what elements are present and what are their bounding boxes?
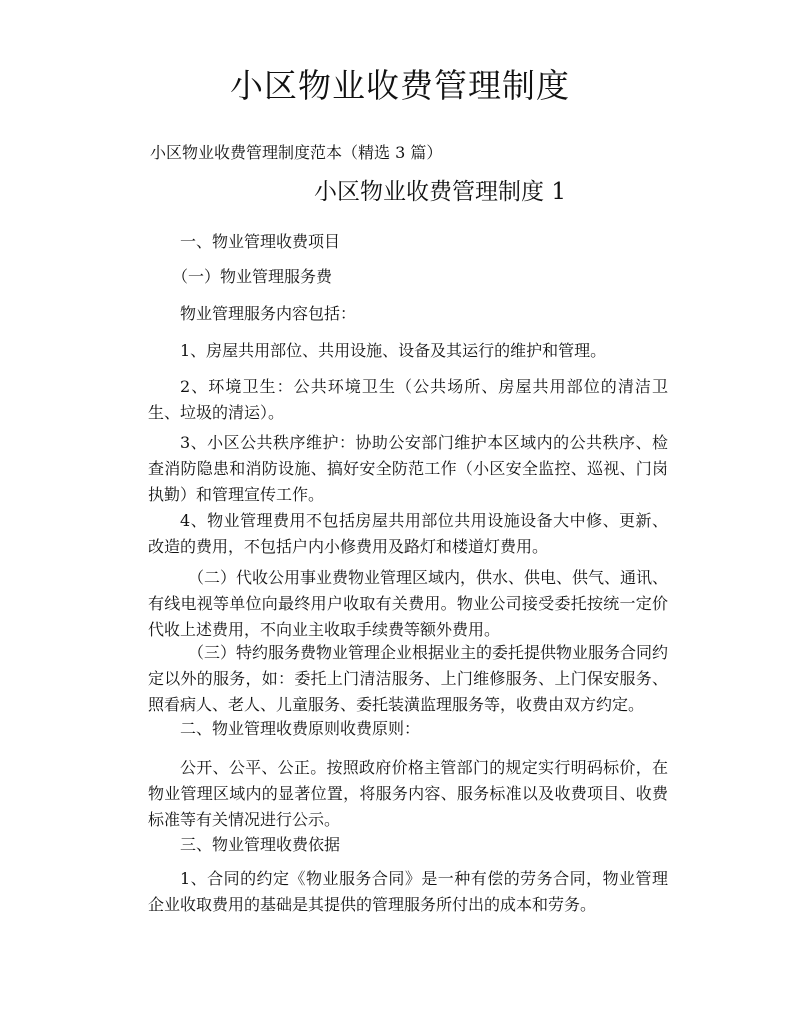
heading-fee-basis: 三、物业管理收费依据 xyxy=(180,835,341,854)
heading-fee-items: 一、物业管理收费项目 xyxy=(180,232,341,251)
paragraph-item-1: 1、房屋共用部位、共用设施、设备及其运行的维护和管理。 xyxy=(180,341,607,360)
heading-fee-principles: 二、物业管理收费原则收费原则： xyxy=(180,719,421,738)
paragraph-special-service-fee: （三）特约服务费物业管理企业根据业主的委托提供物业服务合同约定以外的服务，如：委托上门清洁服务、上门维修服务、上门保安服务、照看病人、老人、儿童服务、委托装潢监理服务等，收费由双方约定。 xyxy=(148,643,669,714)
paragraph-service-content: 物业管理服务内容包括： xyxy=(180,304,357,323)
paragraph-item-2: 2、环境卫生：公共环境卫生（公共场所、房屋共用部位的清洁卫生、垃圾的清运）。 xyxy=(148,377,668,422)
paragraph-item-3: 3、小区公共秩序维护：协助公安部门维护本区域内的公共秩序、检查消防隐患和消防设施、搞好安全防范工作（小区安全监控、巡视、门岗执勤）和管理宣传工作。 xyxy=(148,433,668,504)
paragraph-contract-basis: 1、合同的约定《物业服务合同》是一种有偿的劳务合同，物业管理企业收取费用的基础是其提供的管理服务所付出的成本和劳务。 xyxy=(148,869,668,914)
heading-service-fee: （一）物业管理服务费 xyxy=(172,267,333,286)
document-title: 小区物业收费管理制度 xyxy=(230,66,570,105)
paragraph-item-4: 4、物业管理费用不包括房屋共用部位共用设施设备大中修、更新、改造的费用，不包括户内小修费用及路灯和楼道灯费用。 xyxy=(148,511,668,556)
document-subtitle: 小区物业收费管理制度范本（精选 3 篇） xyxy=(150,143,443,162)
paragraph-collection-fee: （二）代收公用事业费物业管理区域内，供水、供电、供气、通讯、有线电视等单位向最终用户收取有关费用。物业公司接受委托按统一定价代收上述费用，不向业主收取手续费等额外费用。 xyxy=(148,568,669,639)
paragraph-fee-principles: 公开、公平、公正。按照政府价格主管部门的规定实行明码标价，在物业管理区域内的显著位置，将服务内容、服务标准以及收费项目、收费标准等有关情况进行公示。 xyxy=(148,758,668,829)
section-title: 小区物业收费管理制度 1 xyxy=(314,179,566,205)
